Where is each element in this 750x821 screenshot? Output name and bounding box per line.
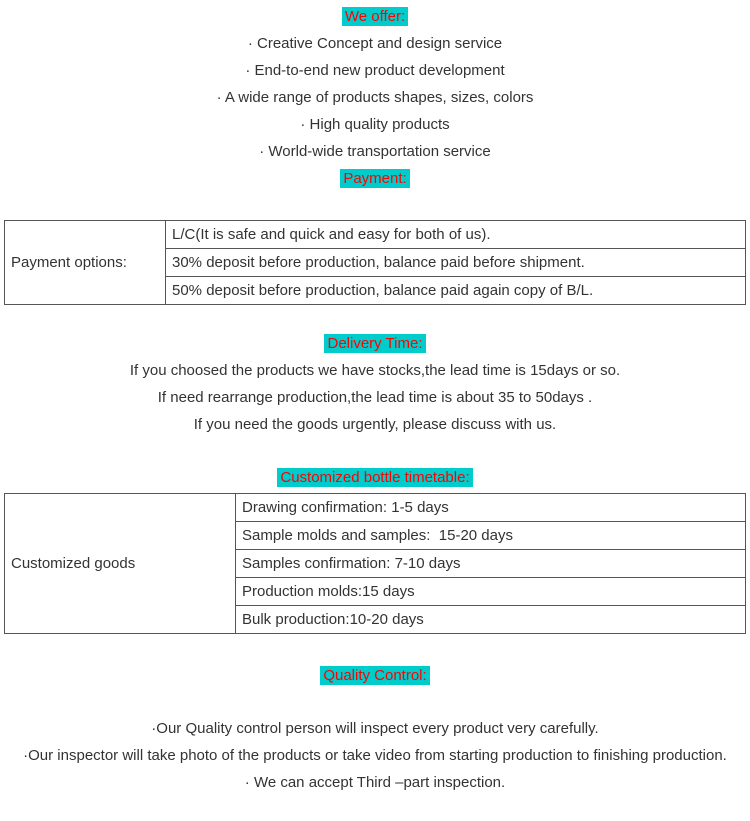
offer-item: · Creative Concept and design service	[247, 35, 503, 52]
customized-goods-table	[4, 493, 746, 634]
delivery-line: If you need the goods urgently, please discuss with us.	[193, 416, 557, 433]
delivery-time-heading: Delivery Time:	[324, 334, 425, 353]
payment-heading: Payment:	[340, 169, 409, 188]
payment-options-table	[4, 220, 746, 305]
timetable-step-cell: Bulk production:10-20 days	[236, 606, 746, 634]
offer-item: · A wide range of products shapes, sizes, colors	[216, 89, 534, 106]
payment-options-label-cell: Payment options:	[5, 221, 166, 305]
offer-item: · High quality products	[300, 116, 450, 133]
quality-line: ·Our inspector will take photo of the products or take video from starting production to finishing production.	[23, 747, 727, 764]
delivery-line: If need rearrange production,the lead time is about 35 to 50days .	[157, 389, 593, 406]
table-row	[5, 494, 746, 522]
timetable-step-cell: Sample molds and samples: 15-20 days	[236, 522, 746, 550]
table-row	[5, 221, 746, 249]
quality-control-heading-row	[0, 662, 750, 689]
timetable-step-cell: Production molds:15 days	[236, 578, 746, 606]
we-offer-heading: We offer:	[342, 7, 408, 26]
timetable-heading: Customized bottle timetable:	[277, 468, 472, 487]
payment-heading-row	[0, 165, 750, 192]
quality-line: ·Our Quality control person will inspect every product very carefully.	[151, 720, 599, 737]
payment-option-cell: L/C(It is safe and quick and easy for both of us).	[166, 221, 746, 249]
offer-item: · End-to-end new product development	[245, 62, 505, 79]
offer-item: · World-wide transportation service	[259, 143, 491, 160]
payment-option-cell: 50% deposit before production, balance paid again copy of B/L.	[166, 277, 746, 305]
delivery-line: If you choosed the products we have stocks,the lead time is 15days or so.	[129, 362, 621, 379]
timetable-step-cell: Drawing confirmation: 1-5 days	[236, 494, 746, 522]
customized-goods-label-cell: Customized goods	[5, 494, 236, 634]
timetable-step-cell: Samples confirmation: 7-10 days	[236, 550, 746, 578]
payment-option-cell: 30% deposit before production, balance paid before shipment.	[166, 249, 746, 277]
we-offer-heading-row	[0, 3, 750, 30]
delivery-time-heading-row	[0, 330, 750, 357]
timetable-heading-row	[0, 464, 750, 491]
quality-line: · We can accept Third –part inspection.	[244, 774, 506, 791]
quality-control-heading: Quality Control:	[320, 666, 429, 685]
